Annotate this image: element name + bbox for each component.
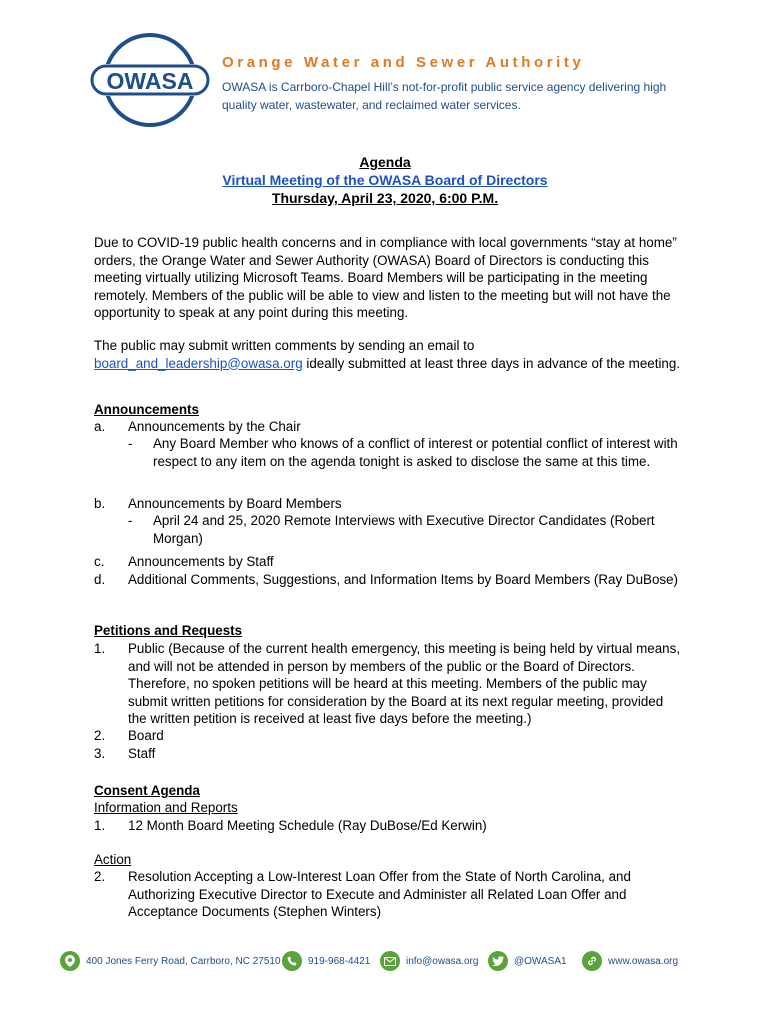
address-text: 400 Jones Ferry Road, Carrboro, NC 27510 [86,955,281,967]
item-marker: b. [94,496,106,511]
item-text: 12 Month Board Meeting Schedule (Ray DuBose/Ed Kerwin) [128,818,487,833]
comments-text-after: ideally submitted at least three days in advance of the meeting. [302,355,681,371]
email-icon [380,951,400,971]
logo-text: OWASA [106,68,194,94]
agenda-subitem-b [128,512,678,547]
item-marker: 1. [94,818,106,833]
agenda-item-a [94,418,684,436]
item-marker: 3. [94,746,106,761]
item-text: Announcements by the Chair [128,419,301,434]
item-text: Announcements by Board Members [128,496,342,511]
twitter-text[interactable]: @OWASA1 [514,955,567,967]
comments-paragraph [94,337,684,372]
footer-address [60,949,281,973]
phone-text: 919-968-4421 [308,955,371,967]
agenda-item-c [94,553,684,571]
petition-item-2 [94,727,684,745]
item-text: Board [128,728,164,743]
twitter-icon [488,951,508,971]
comments-text-before: The public may submit written comments by sending an email to [94,338,475,353]
owasa-logo [89,29,211,131]
footer-phone [282,949,370,973]
meeting-title-link[interactable]: Virtual Meeting of the OWASA Board of Directors [222,172,548,188]
phone-icon [282,951,302,971]
item-text: Staff [128,746,156,761]
agenda-subitem-a [128,435,678,470]
item-marker: a. [94,419,106,434]
petitions-heading: Petitions and Requests [94,623,243,638]
item-text: Announcements by Staff [128,554,274,569]
agenda-item-b [94,495,684,513]
agenda-title: Agenda [359,154,411,170]
consent-item-2 [94,868,684,921]
agenda-heading [0,153,770,207]
consent-item-1 [94,817,684,835]
item-text: Resolution Accepting a Low-Interest Loan Offer from the State of North Carolina, and Authorizing Executive Director to Execute and Administer all Related Loan Offer and Acceptance Documents (Stephen Winters) [128,869,631,920]
item-text: Additional Comments, Suggestions, and Information Items by Board Members (Ray DuBose) [128,572,679,587]
footer-website [582,949,678,973]
subitem-text: April 24 and 25, 2020 Remote Interviews with Executive Director Candidates (Robert Morgan) [153,513,655,546]
link-icon [582,951,602,971]
announcements-heading: Announcements [94,402,199,417]
website-text[interactable]: www.owasa.org [608,955,679,967]
petition-item-3 [94,745,684,763]
dash-marker: - [128,513,133,528]
item-marker: d. [94,572,106,587]
agenda-item-d [94,571,684,589]
consent-agenda-heading: Consent Agenda [94,783,200,798]
item-text: Public (Because of the current health emergency, this meeting is being held by virtual means, and will not be attended in person by members of the public or the Board of Directors. Therefore, no spoken petitions will be heard at this meeting. Members of the public may submit written petitions for consideration by the Board at its next regular meeting, provided the written petition is received at least five days before the meeting.) [128,641,681,727]
footer-email [380,949,478,973]
petition-item-1 [94,640,684,728]
org-description: OWASA is Carrboro-Chapel Hill’s not-for-profit public service agency delivering high quality water, wastewater, and reclaimed water services. [222,80,667,112]
item-marker: 2. [94,728,106,743]
footer-contact-bar [60,949,680,973]
item-marker: 1. [94,641,106,656]
intro-paragraph: Due to COVID-19 public health concerns and in compliance with local governments “stay at home” orders, the Orange Water and Sewer Authority (OWASA) Board of Directors is conducting this meeting virtually utilizing Microsoft Teams. Board Members will be participating in the meeting remotely. Members of the public will be able to view and listen to the meeting but will not have the opportunity to speak at any point during this meeting. [94,235,677,321]
action-heading: Action [94,852,132,867]
email-link[interactable]: board_and_leadership@owasa.org [94,355,303,371]
org-name: Orange Water and Sewer Authority [222,54,585,71]
location-pin-icon [60,951,80,971]
item-marker: 2. [94,869,106,884]
subitem-text: Any Board Member who knows of a conflict of interest or potential conflict of interest with respect to any item on the agenda tonight is asked to disclose the same at this time. [153,436,678,469]
footer-twitter [488,949,567,973]
info-reports-heading: Information and Reports [94,800,238,815]
email-text[interactable]: info@owasa.org [406,955,479,967]
item-marker: c. [94,554,105,569]
dash-marker: - [128,436,133,451]
meeting-date: Thursday, April 23, 2020, 6:00 P.M. [271,190,499,206]
